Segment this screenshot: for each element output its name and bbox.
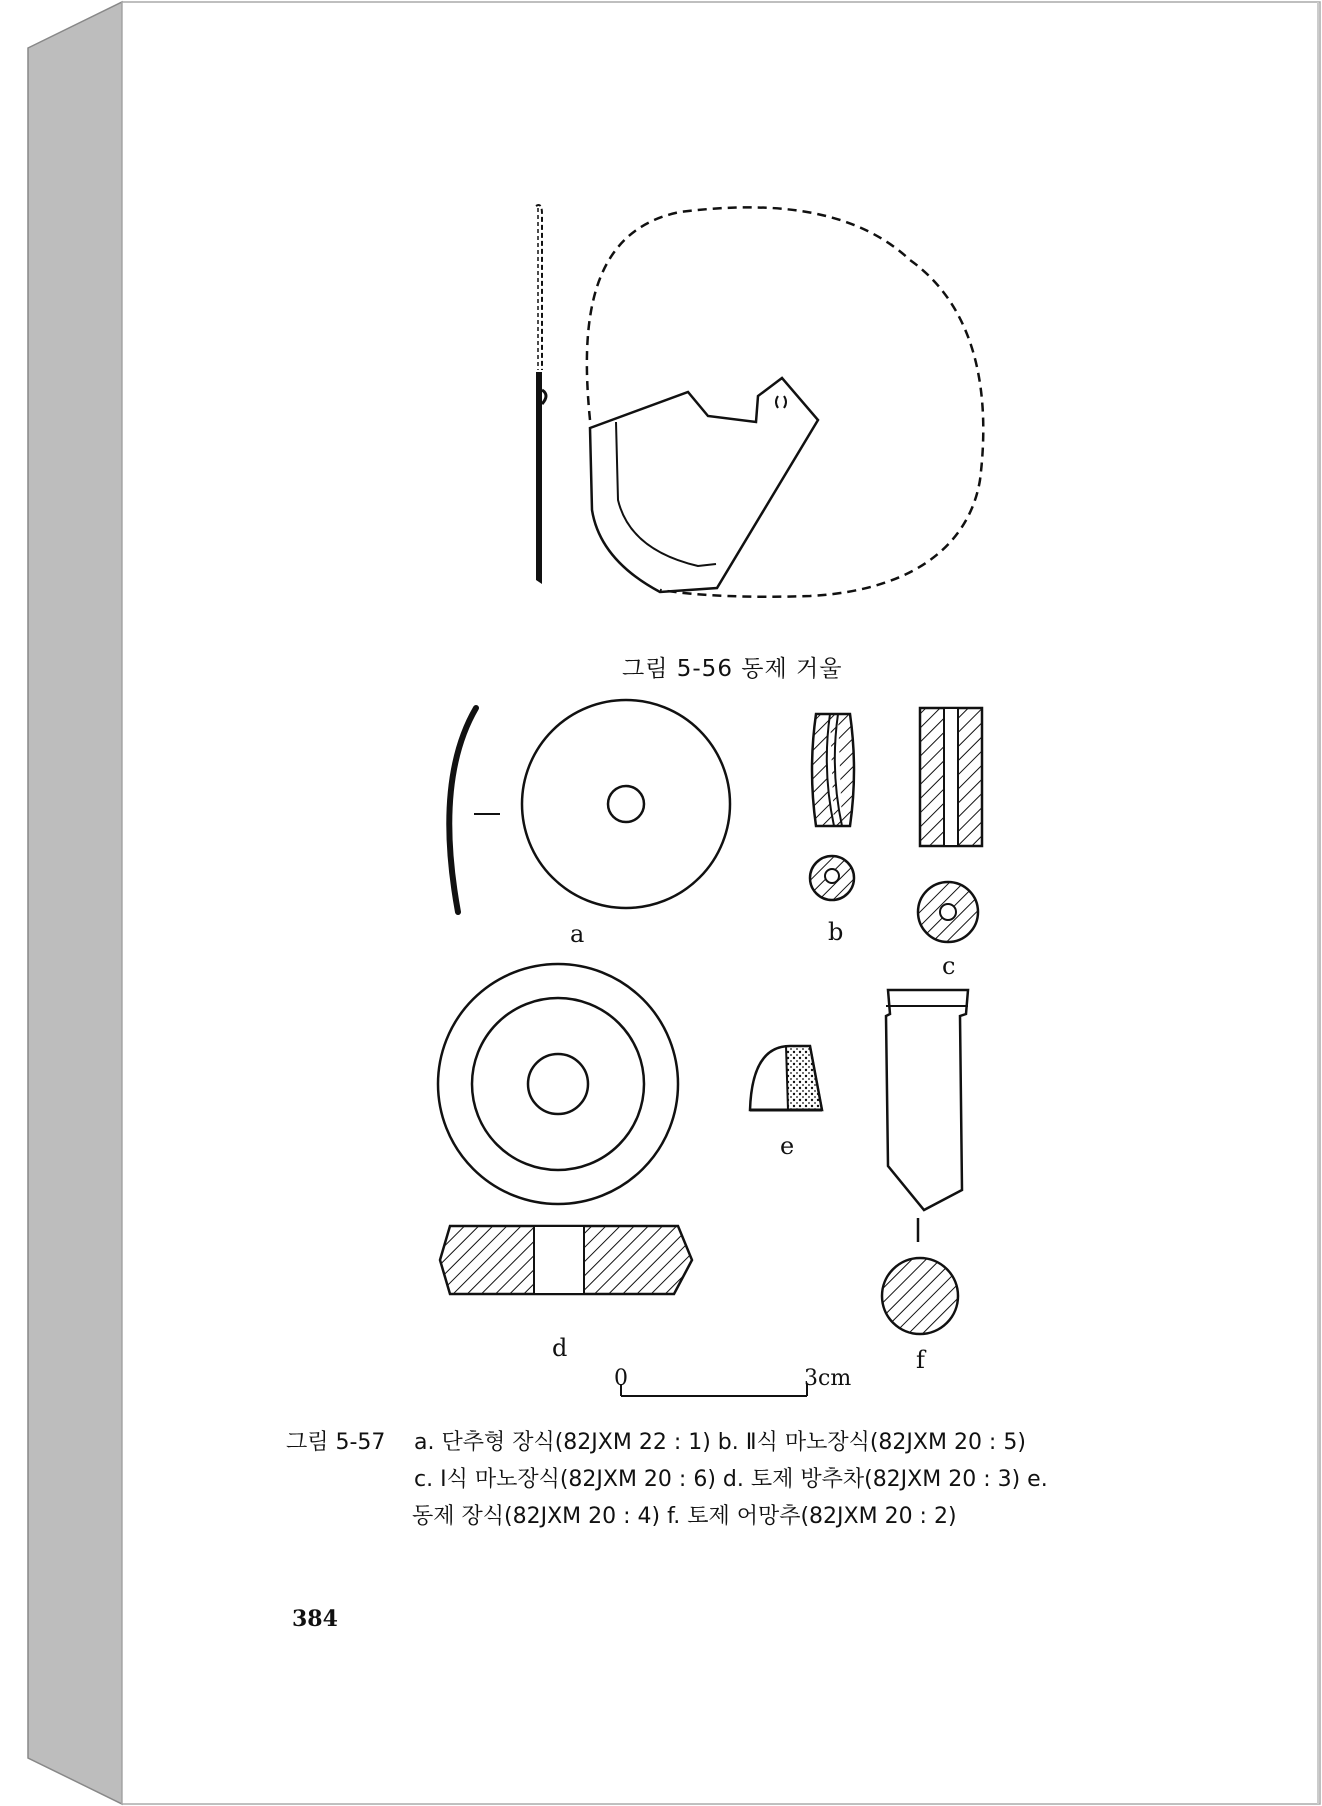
label-e: e (780, 1132, 795, 1160)
artifact-e-bronze-ornament (750, 1046, 822, 1110)
page-number: 384 (292, 1606, 338, 1632)
caption-line-3: 동제 장식(82JXM 20 : 4) f. 토제 어망추(82JXM 20 : 2) (412, 1504, 957, 1529)
label-b: b (828, 918, 844, 946)
caption-line-2: c. Ⅰ식 마노장식(82JXM 20 : 6) d. 토제 방추차(82JXM 20 : 3) e. (414, 1467, 1048, 1492)
artifact-a-button-ornament (449, 700, 730, 912)
label-f: f (916, 1346, 925, 1374)
scale-bar-frame (615, 1370, 815, 1410)
figure-56-caption: 그림 5-56 동제 거울 (622, 656, 843, 682)
artifact-c-agate-ornament (918, 708, 982, 942)
label-a: a (570, 920, 585, 948)
artifact-b-agate-ornament (810, 714, 854, 900)
bronze-mirror-drawing (520, 200, 1000, 610)
artifact-drawings (420, 690, 1000, 1350)
figure-57-number: 그림 5-57 (286, 1430, 386, 1455)
mirror-profile (536, 205, 546, 584)
scale-start-label: 0 (614, 1366, 628, 1391)
label-c: c (942, 952, 956, 980)
scale-end-label: 3cm (804, 1366, 852, 1391)
label-d: d (552, 1334, 568, 1362)
artifact-d-spindle-whorl (438, 964, 692, 1294)
mirror-fragment (590, 378, 818, 592)
artifact-f-net-sinker (882, 990, 968, 1334)
caption-line-1: a. 단추형 장식(82JXM 22 : 1) b. Ⅱ식 마노장식(82JXM 20 : 5) (414, 1430, 1026, 1455)
